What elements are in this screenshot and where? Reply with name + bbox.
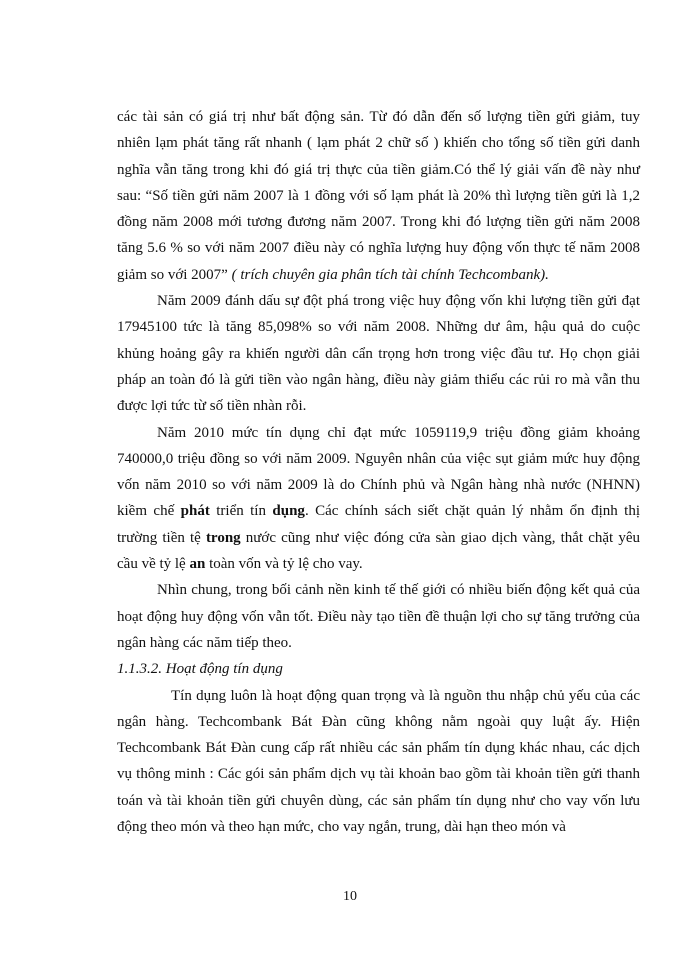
paragraph-credit-activities: Tín dụng luôn là hoạt động quan trọng và là nguồn thu nhập chủ yếu của các ngân hàng. Techcombank Bát Đàn cũng không nằm ngoài quy luật ấy. Hiện Techcombank Bát Đàn cung cấp rất nhiều các sản phẩm tín dụng khác nhau, các dịch vụ thông minh : Các gói sản phẩm dịch vụ tài khoản bao gồm tài khoản tiền gửi thanh toán và tài khoản tiền gửi chuyên dùng, các sản phẩm tín dụng như cho vay vốn lưu động theo món và theo hạn mức, cho vay ngắn, trung, dài hạn theo món và [117,687,640,836]
paragraph-2010-credit [117,420,640,578]
citation-text: ( trích chuyên gia phân tích tài chính Techcombank). [227,266,549,283]
paragraph-text: . Các chính sách siết chặt quản lý nhằm ổn định thị trường tiền tệ [117,503,641,546]
page-body [117,104,640,840]
paragraph-text: toàn vốn và tỷ lệ cho vay. [205,556,363,573]
section-heading: 1.1.3.2. Hoạt động tín dụng [117,661,283,678]
page-number: 10 [343,889,357,904]
bold-word: dụng [272,503,305,520]
paragraph-text: triển tín [209,503,273,520]
bold-word: trong [205,529,241,546]
paragraph-text: nước cũng như việc đóng cửa sàn giao dịch vàng, thắt chặt yêu cầu về tỷ lệ [117,529,640,573]
bold-word: an [189,556,206,573]
paragraph-summary: Nhìn chung, trong bối cảnh nền kinh tế thế giới có nhiều biến động kết quả của hoạt động huy động vốn vẫn tốt. Điều này tạo tiền đề thuận lợi cho sự tăng trưởng của ngân hàng các năm tiếp theo. [117,582,640,651]
bold-word: phát [180,503,210,520]
paragraph-text: các tài sản có giá trị như bất động sản. Từ đó dẫn đến số lượng tiền gửi giảm, tuy nhiên lạm phát tăng rất nhanh ( lạm phát 2 chữ số ) khiến cho tổng số tiền gửi danh nghĩa vẫn tăng trong khi đó giá trị thực của tiền giảm.Có thể lý giải vấn đề này như sau: “Số tiền gửi năm 2007 là 1 đồng với số lạm phát là 20% thì lượng tiền gửi là 1,2 đồng năm 2008 mới tương đương năm 2007. Trong khi đó lượng tiền gửi năm 2008 tăng 5.6 % so với năm 2007 điều này có nghĩa lượng huy động vốn thực tế năm 2008 giảm so với 2007” [117,109,640,283]
paragraph-text: Năm 2010 mức tín dụng chỉ đạt mức 1059119,9 triệu đồng giảm khoảng 740000,0 triệu đồng so với năm 2009. Nguyên nhân của việc sụt giảm mức huy động vốn năm 2010 so với năm 2009 là do Chính phủ và Ngân hàng nhà nước (NHNN) kiềm chế [117,424,640,520]
paragraph-2009-deposits: Năm 2009 đánh dấu sự đột phá trong việc huy động vốn khi lượng tiền gửi đạt 17945100 tức là tăng 85,098% so với năm 2008. Những dư âm, hậu quả do cuộc khủng hoảng gây ra khiến người dân cẩn trọng hơn trong việc đầu tư. Họ chọn giải pháp an toàn đó là gửi tiền vào ngân hàng, điều này giảm thiểu các rủi ro mà vẫn thu được lợi tức từ số tiền nhàn rỗi. [117,293,640,415]
paragraph-continuation [117,104,640,288]
